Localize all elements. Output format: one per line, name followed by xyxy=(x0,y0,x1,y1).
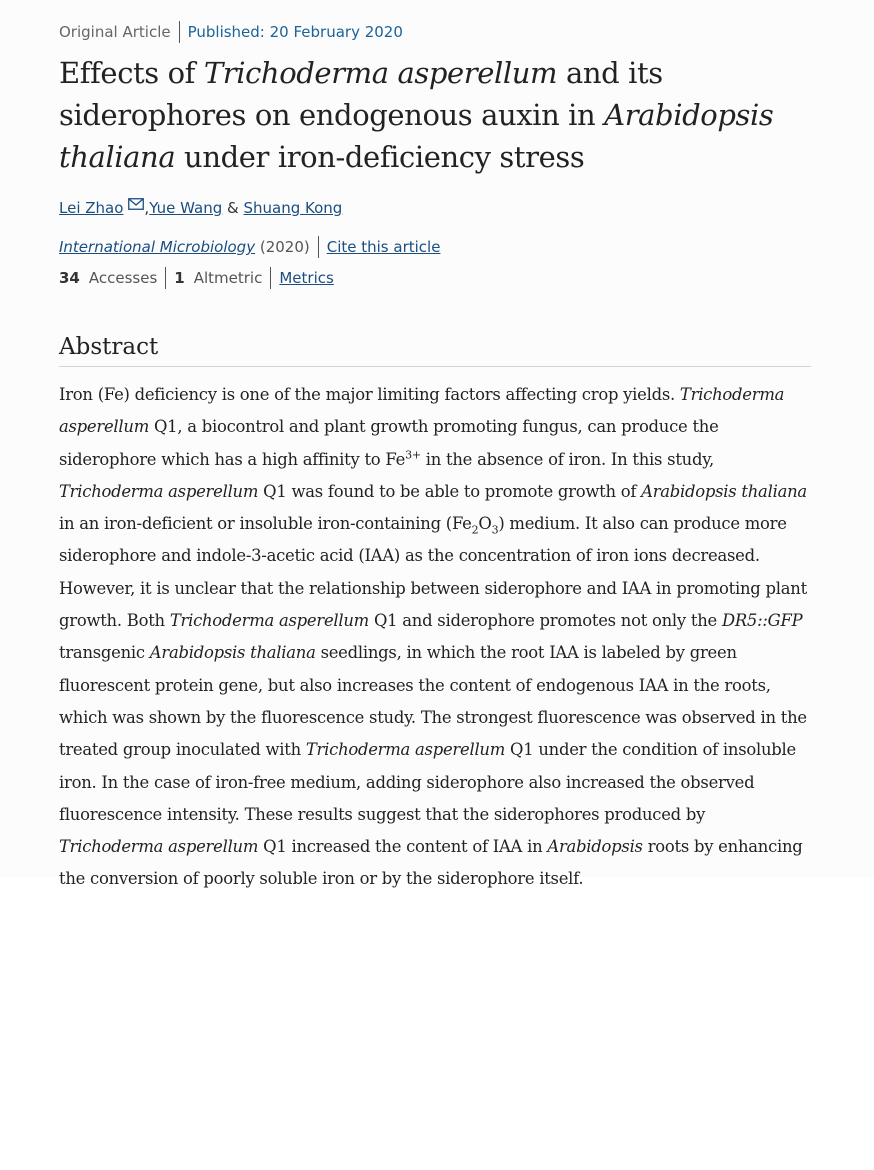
article-type: Original Article xyxy=(59,23,171,41)
metrics-link[interactable]: Metrics xyxy=(279,269,334,287)
journal-divider xyxy=(318,236,319,258)
article-metrics xyxy=(59,267,811,289)
author-list: Lei Zhao , Yue Wang & Shuang Kong xyxy=(59,199,343,217)
journal-info xyxy=(59,236,811,258)
author-link-shuang-kong[interactable]: Shuang Kong xyxy=(243,199,343,217)
abstract-text: Iron (Fe) deficiency is one of the major limiting factors affecting crop yields. Trichoderma asperellum Q1, a biocontrol and plant growth promoting fungus, can produce the siderophore which has a high affinity to $Fe^{3+}$ in the absence of iron. In this study, Trichoderma asperellum Q1 was found to be able to promote growth of Arabidopsis thaliana in an iron-deficient or insoluble iron-containing $(Fe_2O_3)$ medium. It also can produce more siderophore and indole-3-acetic acid (IAA) as the concentration of iron ions decreased. However, it is unclear that the relationship between siderophore and IAA in promoting plant growth. Both Trichoderma asperellum Q1 and siderophore promotes not only the DR5::GFP transgenic Arabidopsis thaliana seedlings, in which the root IAA is labeled by green fluorescent protein gene, but also increases the content of endogenous IAA in the roots, which was shown by the fluorescence study. The strongest fluorescence was observed in the treated group inoculated with Trichoderma asperellum Q1 under the condition of insoluble iron. In the case of iron-free medium, adding siderophore also increased the observed fluorescence intensity. These results suggest that the siderophores produced by Trichoderma asperellum Q1 increased the content of IAA in Arabidopsis roots by enhancing the conversion of poorly soluble iron or by the siderophore itself. xyxy=(59,385,807,889)
article-meta xyxy=(59,20,811,44)
publication-year: (2020) xyxy=(255,238,310,256)
article-title: Effects of Trichoderma asperellum and its siderophores on endogenous auxin in Arabidopsis thaliana under iron-deficiency stress xyxy=(59,56,774,174)
accesses-label: Accesses xyxy=(88,269,158,287)
metrics-divider xyxy=(165,267,166,289)
altmetric-label: Altmetric xyxy=(193,269,263,287)
author-link-lei-zhao[interactable]: Lei Zhao xyxy=(59,199,124,217)
email-icon[interactable] xyxy=(128,198,144,210)
article-header xyxy=(59,20,811,896)
published-date: Published: 20 February 2020 xyxy=(187,23,403,41)
meta-divider xyxy=(179,21,180,43)
journal-link[interactable]: International Microbiology xyxy=(59,238,256,256)
metrics-divider-2 xyxy=(270,267,271,289)
abstract-heading: Abstract xyxy=(59,331,811,367)
accesses-count: 34 xyxy=(59,269,80,287)
altmetric-count: 1 xyxy=(174,269,185,287)
author-link-yue-wang[interactable]: Yue Wang xyxy=(149,199,223,217)
cite-article-link[interactable]: Cite this article xyxy=(326,238,441,256)
